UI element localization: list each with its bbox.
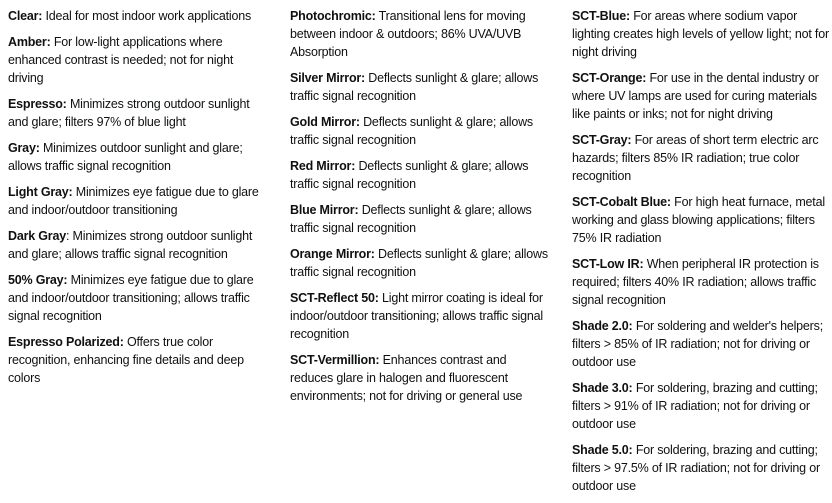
- lens-desc: Minimizes strong outdoor sunlight and glare; filters 97% of blue light: [8, 97, 250, 129]
- lens-desc: For soldering, brazing and cutting; filters > 91% of IR radiation; not for driving or outdoor use: [572, 381, 818, 431]
- lens-term: SCT-Blue:: [572, 9, 630, 23]
- lens-term: Light Gray:: [8, 185, 73, 199]
- lens-desc: Minimizes eye fatigue due to glare and indoor/outdoor transitioning; allows traffic signal recognition: [8, 273, 254, 323]
- lens-desc: For soldering, brazing and cutting; filters > 97.5% of IR radiation; not for driving or outdoor use: [572, 443, 820, 493]
- lens-entry: [572, 69, 830, 123]
- lens-entry: [8, 333, 266, 387]
- lens-desc: Deflects sunlight & glare; allows traffic signal recognition: [290, 247, 548, 279]
- lens-term: Silver Mirror:: [290, 71, 366, 85]
- lens-desc: Minimizes eye fatigue due to glare and indoor/outdoor transitioning: [8, 185, 259, 217]
- lens-term: Clear:: [8, 9, 43, 23]
- lens-desc: Ideal for most indoor work applications: [45, 9, 252, 23]
- lens-term: Shade 2.0:: [572, 319, 633, 333]
- lens-entry: [290, 245, 548, 281]
- lens-desc: Light mirror coating is ideal for indoor/outdoor transitioning; allows traffic signal recognition: [290, 291, 543, 341]
- lens-entry: [290, 113, 548, 149]
- lens-desc: Enhances contrast and reduces glare in halogen and fluorescent environments; not for driving or general use: [290, 353, 523, 403]
- lens-term: Amber:: [8, 35, 51, 49]
- lens-entry: [8, 139, 266, 175]
- lens-entry: [290, 7, 548, 61]
- lens-entry: [290, 351, 548, 405]
- lens-entry: [8, 183, 266, 219]
- lens-desc: Transitional lens for moving between indoor & outdoors; 86% UVA/UVB Absorption: [290, 9, 526, 59]
- lens-entry: [8, 95, 266, 131]
- lens-entry: [8, 227, 266, 263]
- lens-term: Gray:: [8, 141, 40, 155]
- lens-entry: [8, 33, 266, 87]
- lens-term: 50% Gray:: [8, 273, 68, 287]
- lens-term-suffix: :: [65, 229, 70, 243]
- lens-term: SCT-Orange:: [572, 71, 647, 85]
- lens-entry: [572, 193, 830, 247]
- lens-entry: [290, 289, 548, 343]
- lens-desc: Minimizes strong outdoor sunlight and glare; allows traffic signal recognition: [8, 229, 253, 261]
- lens-term: Blue Mirror:: [290, 203, 359, 217]
- lens-entry: [572, 255, 830, 309]
- lens-desc: Deflects sunlight & glare; allows traffic signal recognition: [290, 71, 539, 103]
- lens-term: SCT-Reflect 50:: [290, 291, 379, 305]
- lens-entry: [290, 157, 548, 193]
- lens-desc: Offers true color recognition, enhancing fine details and deep colors: [8, 335, 244, 385]
- lens-term: SCT-Vermillion:: [290, 353, 380, 367]
- lens-desc: For areas where sodium vapor lighting creates high levels of yellow light; not for night driving: [572, 9, 829, 59]
- lens-term: Espresso:: [8, 97, 67, 111]
- lens-entry: [8, 271, 266, 325]
- lens-desc: For high heat furnace, metal working and glass blowing applications; filters 75% IR radiation: [572, 195, 825, 245]
- lens-term: Gold Mirror:: [290, 115, 360, 129]
- lens-entry: [572, 131, 830, 185]
- lens-entry: [8, 7, 266, 25]
- lens-entry: [290, 201, 548, 237]
- lens-entry: [572, 441, 830, 495]
- lens-desc: Deflects sunlight & glare; allows traffic signal recognition: [290, 115, 533, 147]
- lens-desc: Deflects sunlight & glare; allows traffic signal recognition: [290, 203, 532, 235]
- lens-entry: [572, 317, 830, 371]
- lens-desc: For use in the dental industry or where UV lamps are used for curing materials like paints or inks; not for night driving: [572, 71, 819, 121]
- lens-desc: When peripheral IR protection is required; filters 40% IR radiation; allows traffic signal recognition: [572, 257, 819, 307]
- column-left: [8, 7, 266, 503]
- lens-term: Photochromic:: [290, 9, 376, 23]
- lens-term: SCT-Cobalt Blue:: [572, 195, 671, 209]
- lens-term: Dark Gray: [8, 229, 66, 243]
- lens-entry: [572, 379, 830, 433]
- lens-term: Orange Mirror:: [290, 247, 375, 261]
- lens-entry: [572, 7, 830, 61]
- lens-term: Shade 3.0:: [572, 381, 633, 395]
- column-middle: [290, 7, 548, 503]
- lens-desc: Minimizes outdoor sunlight and glare; allows traffic signal recognition: [8, 141, 243, 173]
- lens-term: Espresso Polarized:: [8, 335, 124, 349]
- lens-term: Shade 5.0:: [572, 443, 633, 457]
- lens-desc: For areas of short term electric arc hazards; filters 85% IR radiation; true color recognition: [572, 133, 819, 183]
- lens-desc: For soldering and welder's helpers; filters > 85% of IR radiation; not for driving or outdoor use: [572, 319, 823, 369]
- lens-desc: For low-light applications where enhanced contrast is needed; not for night driving: [8, 35, 234, 85]
- column-right: [572, 7, 830, 503]
- lens-entry: [290, 69, 548, 105]
- lens-term: SCT-Gray:: [572, 133, 632, 147]
- lens-desc: Deflects sunlight & glare; allows traffic signal recognition: [290, 159, 529, 191]
- lens-term: SCT-Low IR:: [572, 257, 644, 271]
- lens-term: Red Mirror:: [290, 159, 356, 173]
